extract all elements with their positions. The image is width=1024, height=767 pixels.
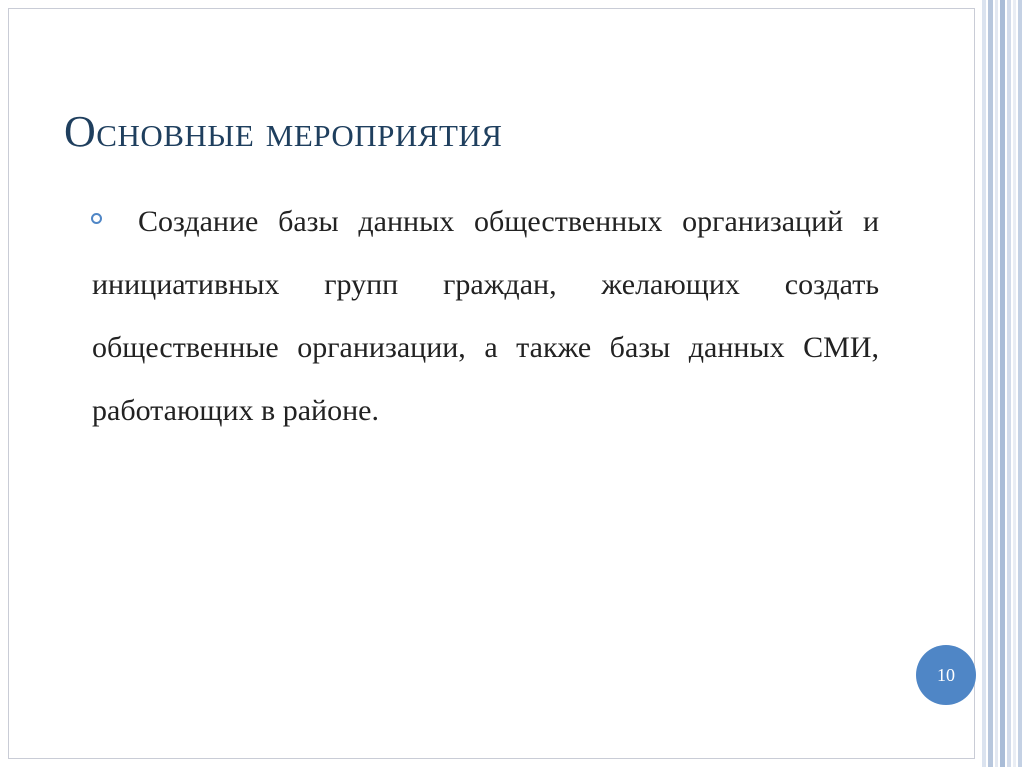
bullet-text: Создание базы данных общественных организаций и инициативных групп граждан, желающих создать общественные организации, а также базы данных СМИ, работающих в районе. bbox=[92, 205, 879, 427]
slide-title: Основные мероприятия bbox=[64, 107, 503, 156]
stripe bbox=[995, 0, 998, 767]
stripe bbox=[988, 0, 993, 767]
stripe bbox=[1018, 0, 1022, 767]
stripe bbox=[1007, 0, 1011, 767]
stripe bbox=[1000, 0, 1005, 767]
stripe bbox=[1013, 0, 1016, 767]
page-number: 10 bbox=[937, 664, 955, 685]
decorative-stripes bbox=[982, 0, 1024, 767]
page-number-badge bbox=[916, 645, 976, 705]
stripe bbox=[982, 0, 986, 767]
